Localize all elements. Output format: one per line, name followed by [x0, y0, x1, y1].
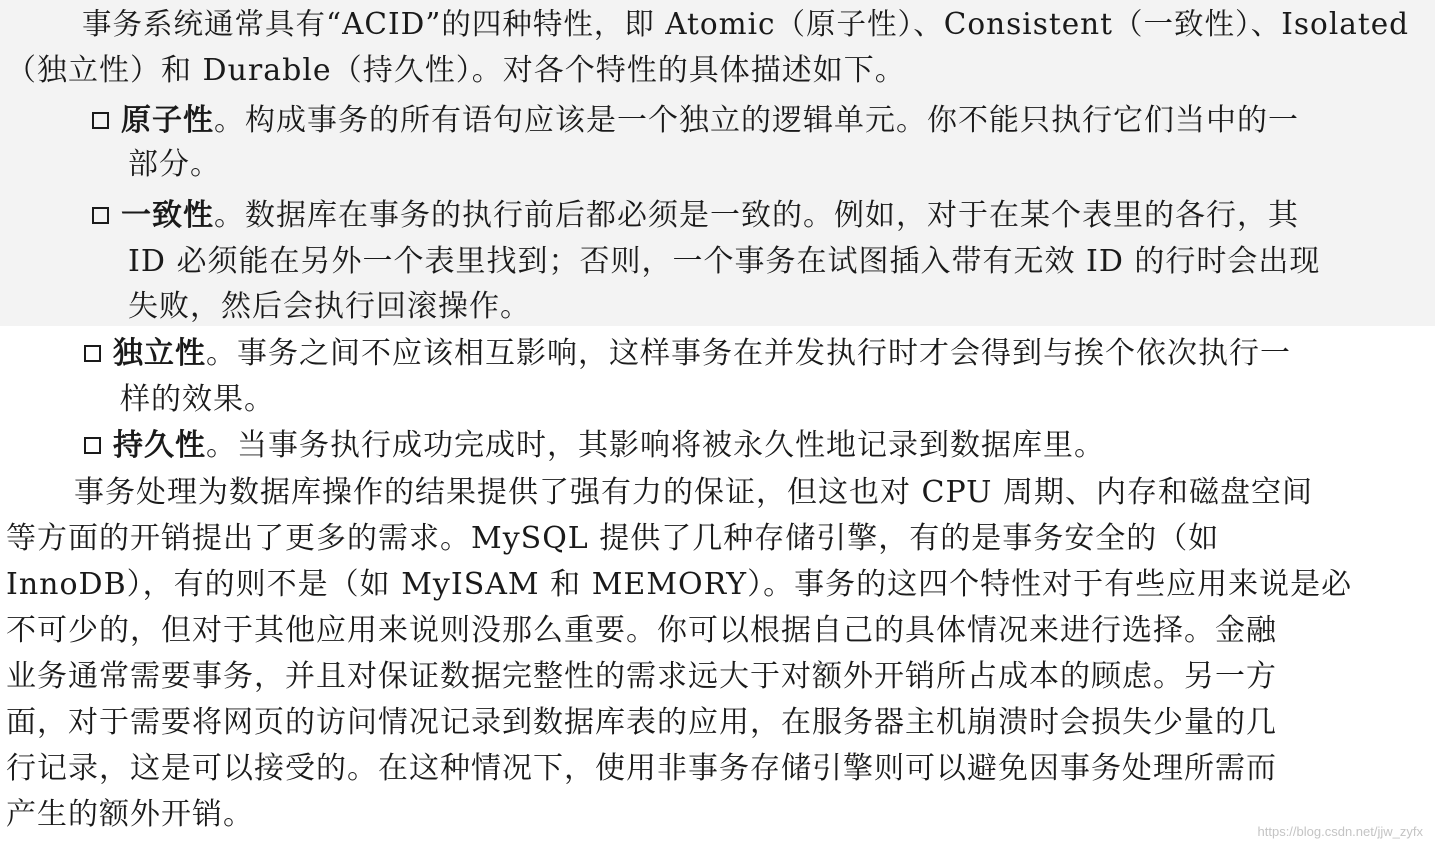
- property-description: 。事务之间不应该相互影响，这样事务在并发执行时才会得到与挨个依次执行一: [206, 336, 1291, 371]
- paragraph-line: InnoDB），有的则不是（如 MyISAM 和 MEMORY）。事务的这四个特性对于有些应用来说是必: [6, 567, 1353, 602]
- property-description: 。当事务执行成功完成时，其影响将被永久性地记录到数据库里。: [206, 428, 1105, 463]
- checkbox-bullet-icon: [92, 112, 109, 129]
- paragraph-line: 面，对于需要将网页的访问情况记录到数据库表的应用，在服务器主机崩溃时会损失少量的几: [6, 705, 1277, 740]
- property-consistent-cont-1: ID 必须能在另外一个表里找到；否则，一个事务在试图插入带有无效 ID 的行时会出现: [128, 244, 1321, 279]
- paragraph-line: 产生的额外开销。: [6, 797, 254, 832]
- property-consistent: [92, 196, 1299, 236]
- paragraph-line: 不可少的，但对于其他应用来说则没那么重要。你可以根据自己的具体情况来进行选择。金融: [6, 613, 1277, 648]
- paragraph-line: 事务处理为数据库操作的结果提供了强有力的保证，但这也对 CPU 周期、内存和磁盘空间: [74, 475, 1313, 510]
- intro-line-2: （独立性）和 Durable（持久性）。对各个特性的具体描述如下。: [6, 53, 906, 88]
- intro-line-1: 事务系统通常具有“ACID”的四种特性，即 Atomic（原子性）、Consistent（一致性）、Isolated: [82, 7, 1410, 41]
- property-isolated: [84, 334, 1291, 374]
- property-description: 。构成事务的所有语句应该是一个独立的逻辑单元。你不能只执行它们当中的一: [214, 103, 1299, 138]
- property-term: 原子性: [121, 103, 214, 138]
- property-description: 。数据库在事务的执行前后都必须是一致的。例如，对于在某个表里的各行，其: [214, 198, 1299, 233]
- property-term: 一致性: [121, 198, 214, 233]
- watermark-url: https://blog.csdn.net/jjw_zyfx: [1257, 824, 1423, 839]
- paragraph-line: 行记录，这是可以接受的。在这种情况下，使用非事务存储引擎则可以避免因事务处理所需而: [6, 751, 1277, 786]
- property-consistent-cont-2: 失败，然后会执行回滚操作。: [128, 289, 531, 324]
- property-isolated-cont: 样的效果。: [120, 382, 275, 417]
- property-term: 独立性: [113, 336, 206, 371]
- checkbox-bullet-icon: [84, 345, 101, 362]
- paragraph-line: 等方面的开销提出了更多的需求。MySQL 提供了几种存储引擎，有的是事务安全的（如: [6, 521, 1220, 556]
- property-durable: [84, 426, 1105, 466]
- property-atomic: [92, 101, 1299, 141]
- checkbox-bullet-icon: [84, 437, 101, 454]
- checkbox-bullet-icon: [92, 207, 109, 224]
- property-term: 持久性: [113, 428, 206, 463]
- paragraph-line: 业务通常需要事务，并且对保证数据完整性的需求远大于对额外开销所占成本的顾虑。另一方: [6, 659, 1277, 694]
- property-atomic-cont: 部分。: [128, 147, 221, 182]
